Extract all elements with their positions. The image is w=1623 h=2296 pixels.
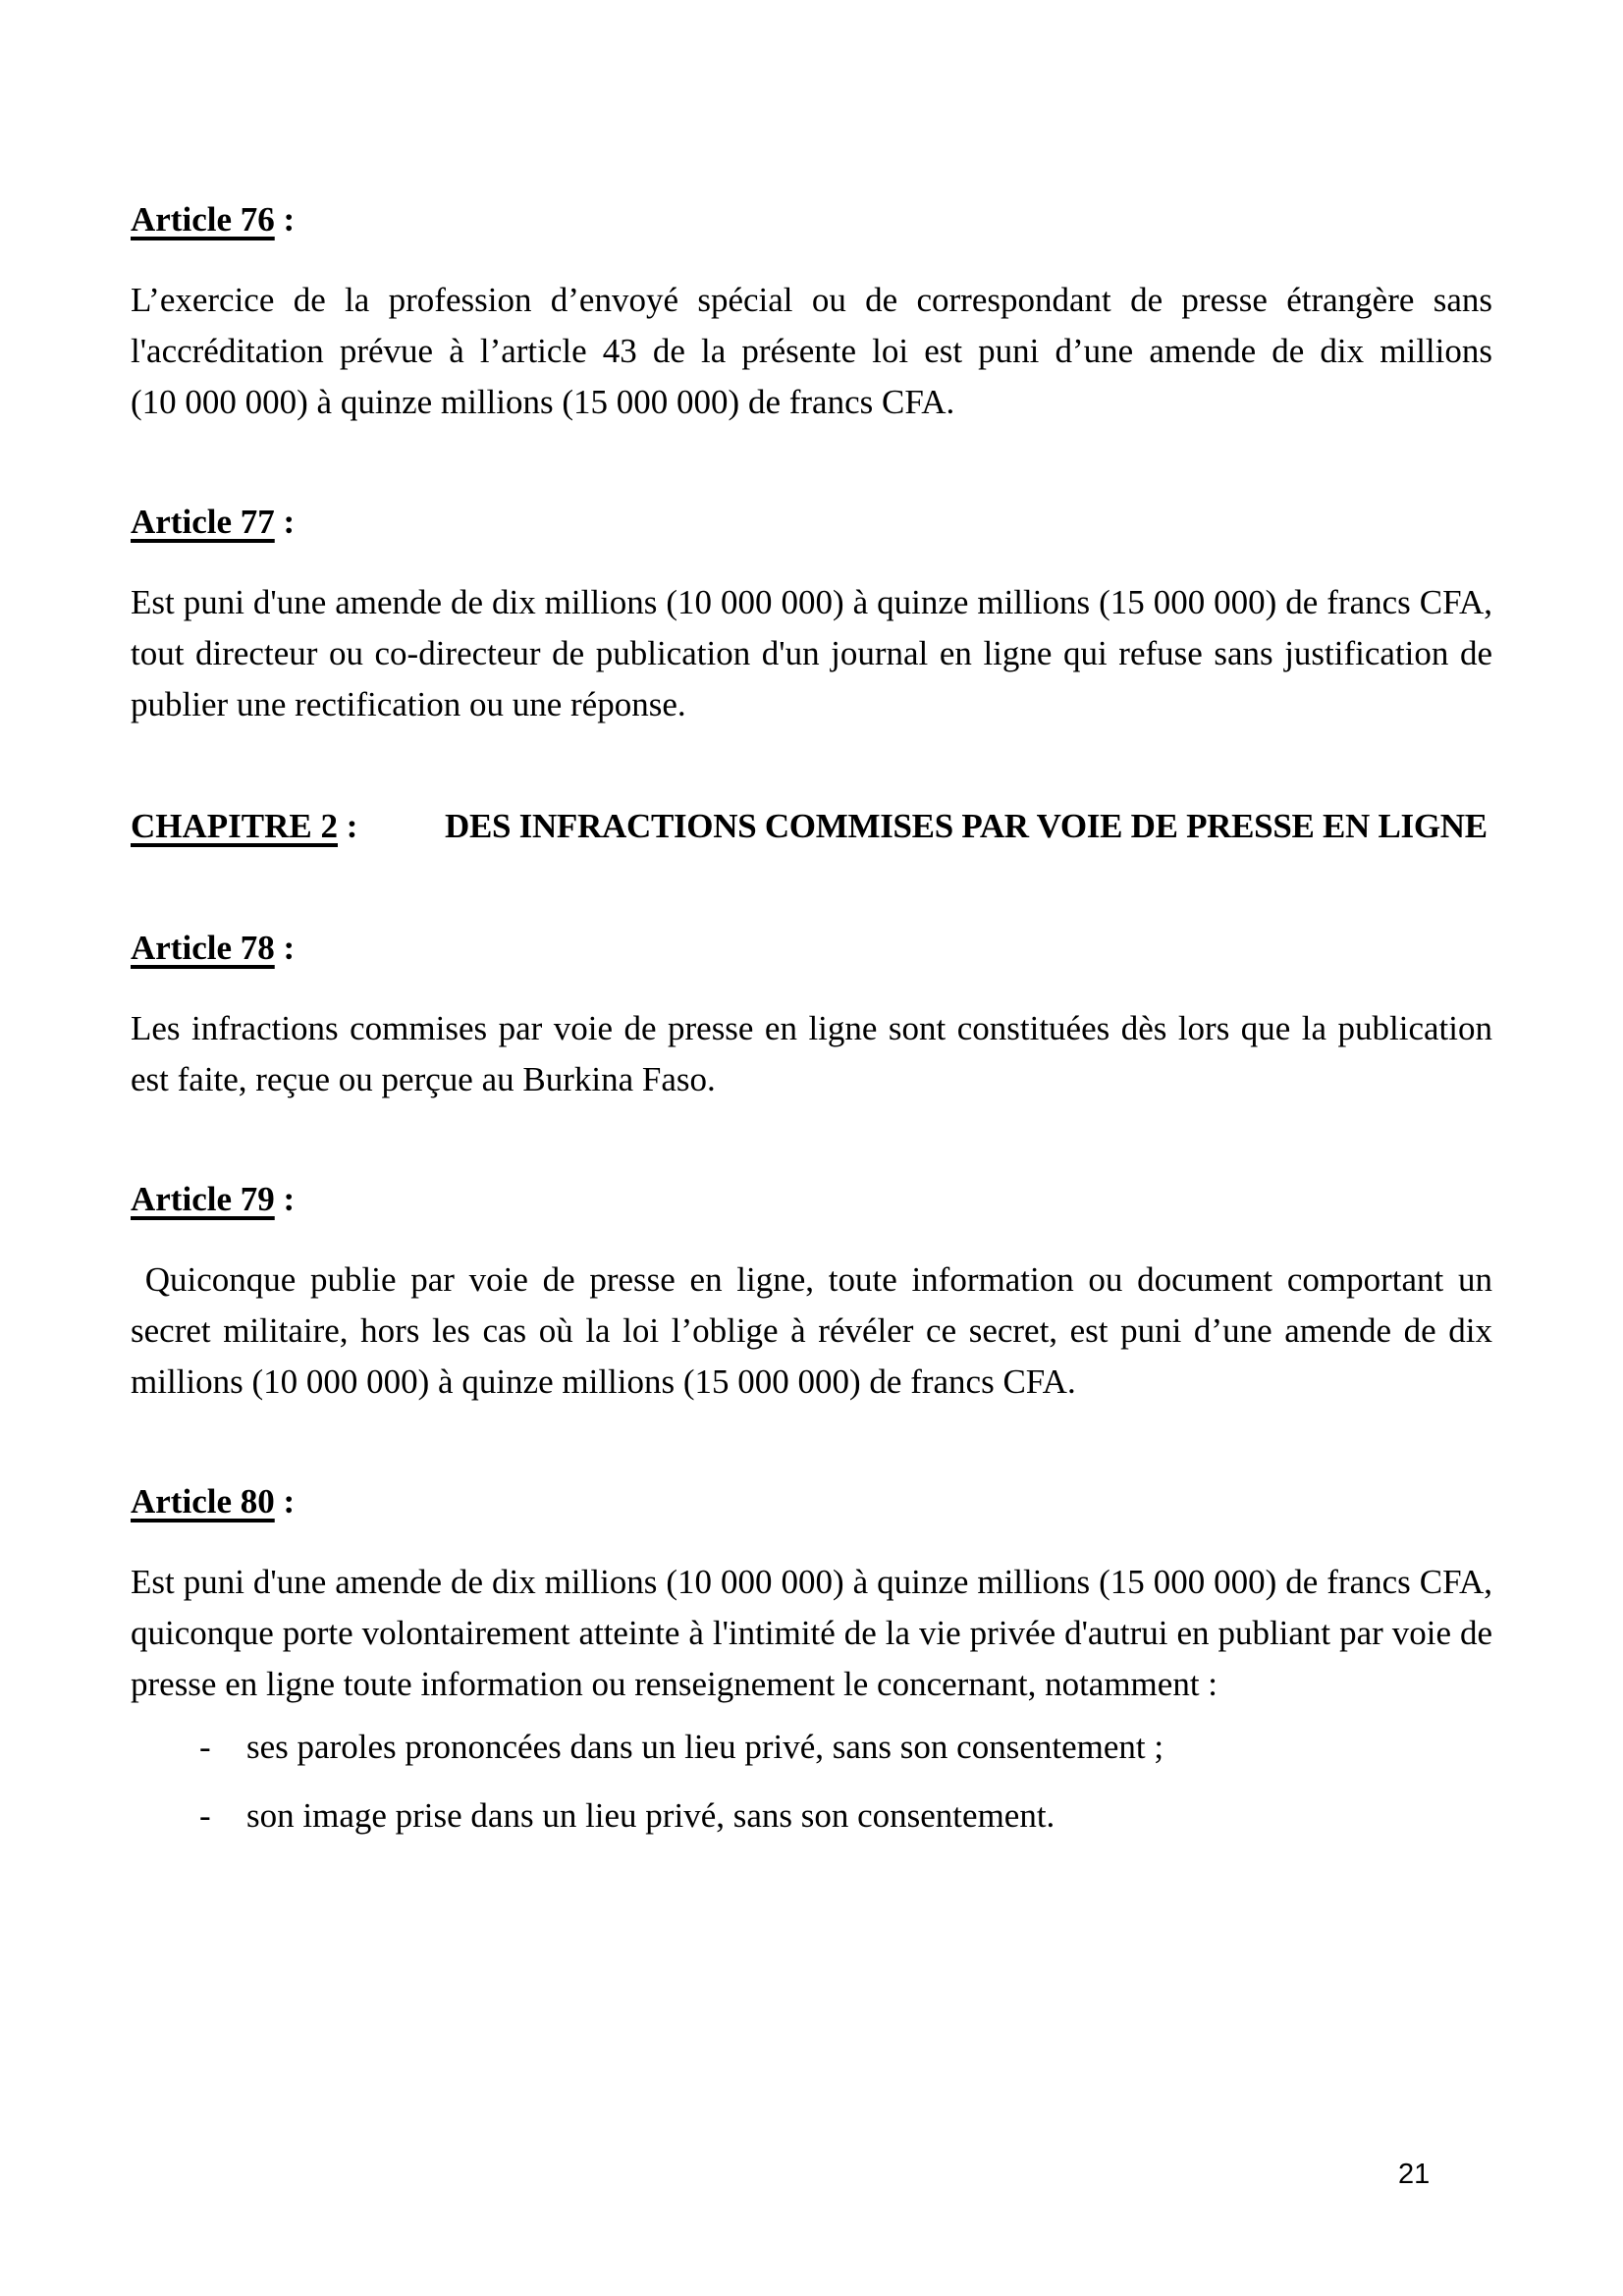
article-76-heading-colon: :	[274, 200, 296, 239]
list-item	[131, 1722, 1492, 1773]
article-79-section	[131, 1174, 1492, 1408]
article-79-heading	[131, 1174, 1492, 1225]
chapter-2-title: DES INFRACTIONS COMMISES PAR VOIE DE PRESSE EN LIGNE	[445, 807, 1488, 845]
list-item-dash: -	[199, 1796, 211, 1835]
article-78-heading-colon: :	[274, 929, 296, 967]
article-76-section	[131, 194, 1492, 428]
chapter-2-label	[131, 799, 445, 854]
list-item-dash: -	[199, 1728, 211, 1766]
article-76-heading-text: Article 76	[131, 200, 275, 239]
article-80-heading	[131, 1476, 1492, 1527]
list-item-text: ses paroles prononcées dans un lieu privé, sans son consentement ;	[246, 1728, 1164, 1766]
article-76-body: L’exercice de la profession d’envoyé spécial ou de correspondant de presse étrangère sans l'accréditation prévue à l’article 43 de la présente loi est puni d’une amende de dix millions (10 000 000) à quinze millions (15 000 000) de francs CFA.	[131, 281, 1492, 421]
article-78-heading-text: Article 78	[131, 929, 275, 967]
article-79-body: Quiconque publie par voie de presse en ligne, toute information ou document comportant un secret militaire, hors les cas où la loi l’oblige à révéler ce secret, est puni d’une amende de dix millions (10 000 000) à quinze millions (15 000 000) de francs CFA.	[131, 1260, 1492, 1401]
article-80-list	[131, 1722, 1492, 1842]
article-80-heading-colon: :	[274, 1482, 296, 1521]
article-80-section	[131, 1476, 1492, 1842]
list-item	[131, 1790, 1492, 1842]
article-80-body: Est puni d'une amende de dix millions (10 000 000) à quinze millions (15 000 000) de francs CFA, quiconque porte volontairement atteinte à l'intimité de la vie privée d'autrui en publiant par voie de presse en ligne toute information ou renseignement le concernant, notamment :	[131, 1563, 1492, 1703]
chapter-2-label-colon: :	[338, 807, 358, 845]
article-78-section	[131, 923, 1492, 1105]
article-79-heading-text: Article 79	[131, 1180, 275, 1218]
chapter-2-heading	[131, 799, 1492, 854]
article-77-heading-colon: :	[274, 503, 296, 541]
article-76-heading	[131, 194, 1492, 245]
article-77-heading-text: Article 77	[131, 503, 275, 541]
article-77-section	[131, 497, 1492, 730]
article-77-body: Est puni d'une amende de dix millions (10 000 000) à quinze millions (15 000 000) de francs CFA, tout directeur ou co-directeur de publication d'un journal en ligne qui refuse sans justification de publier une rectification ou une réponse.	[131, 583, 1492, 723]
article-78-body: Les infractions commises par voie de presse en ligne sont constituées dès lors que la publication est faite, reçue ou perçue au Burkina Faso.	[131, 1009, 1492, 1098]
list-item-text: son image prise dans un lieu privé, sans son consentement.	[246, 1796, 1055, 1835]
article-77-heading	[131, 497, 1492, 548]
article-78-heading	[131, 923, 1492, 974]
article-79-heading-colon: :	[274, 1180, 296, 1218]
article-80-heading-text: Article 80	[131, 1482, 275, 1521]
chapter-2-label-text: CHAPITRE 2	[131, 807, 338, 845]
page-number: 21	[1398, 2159, 1431, 2190]
